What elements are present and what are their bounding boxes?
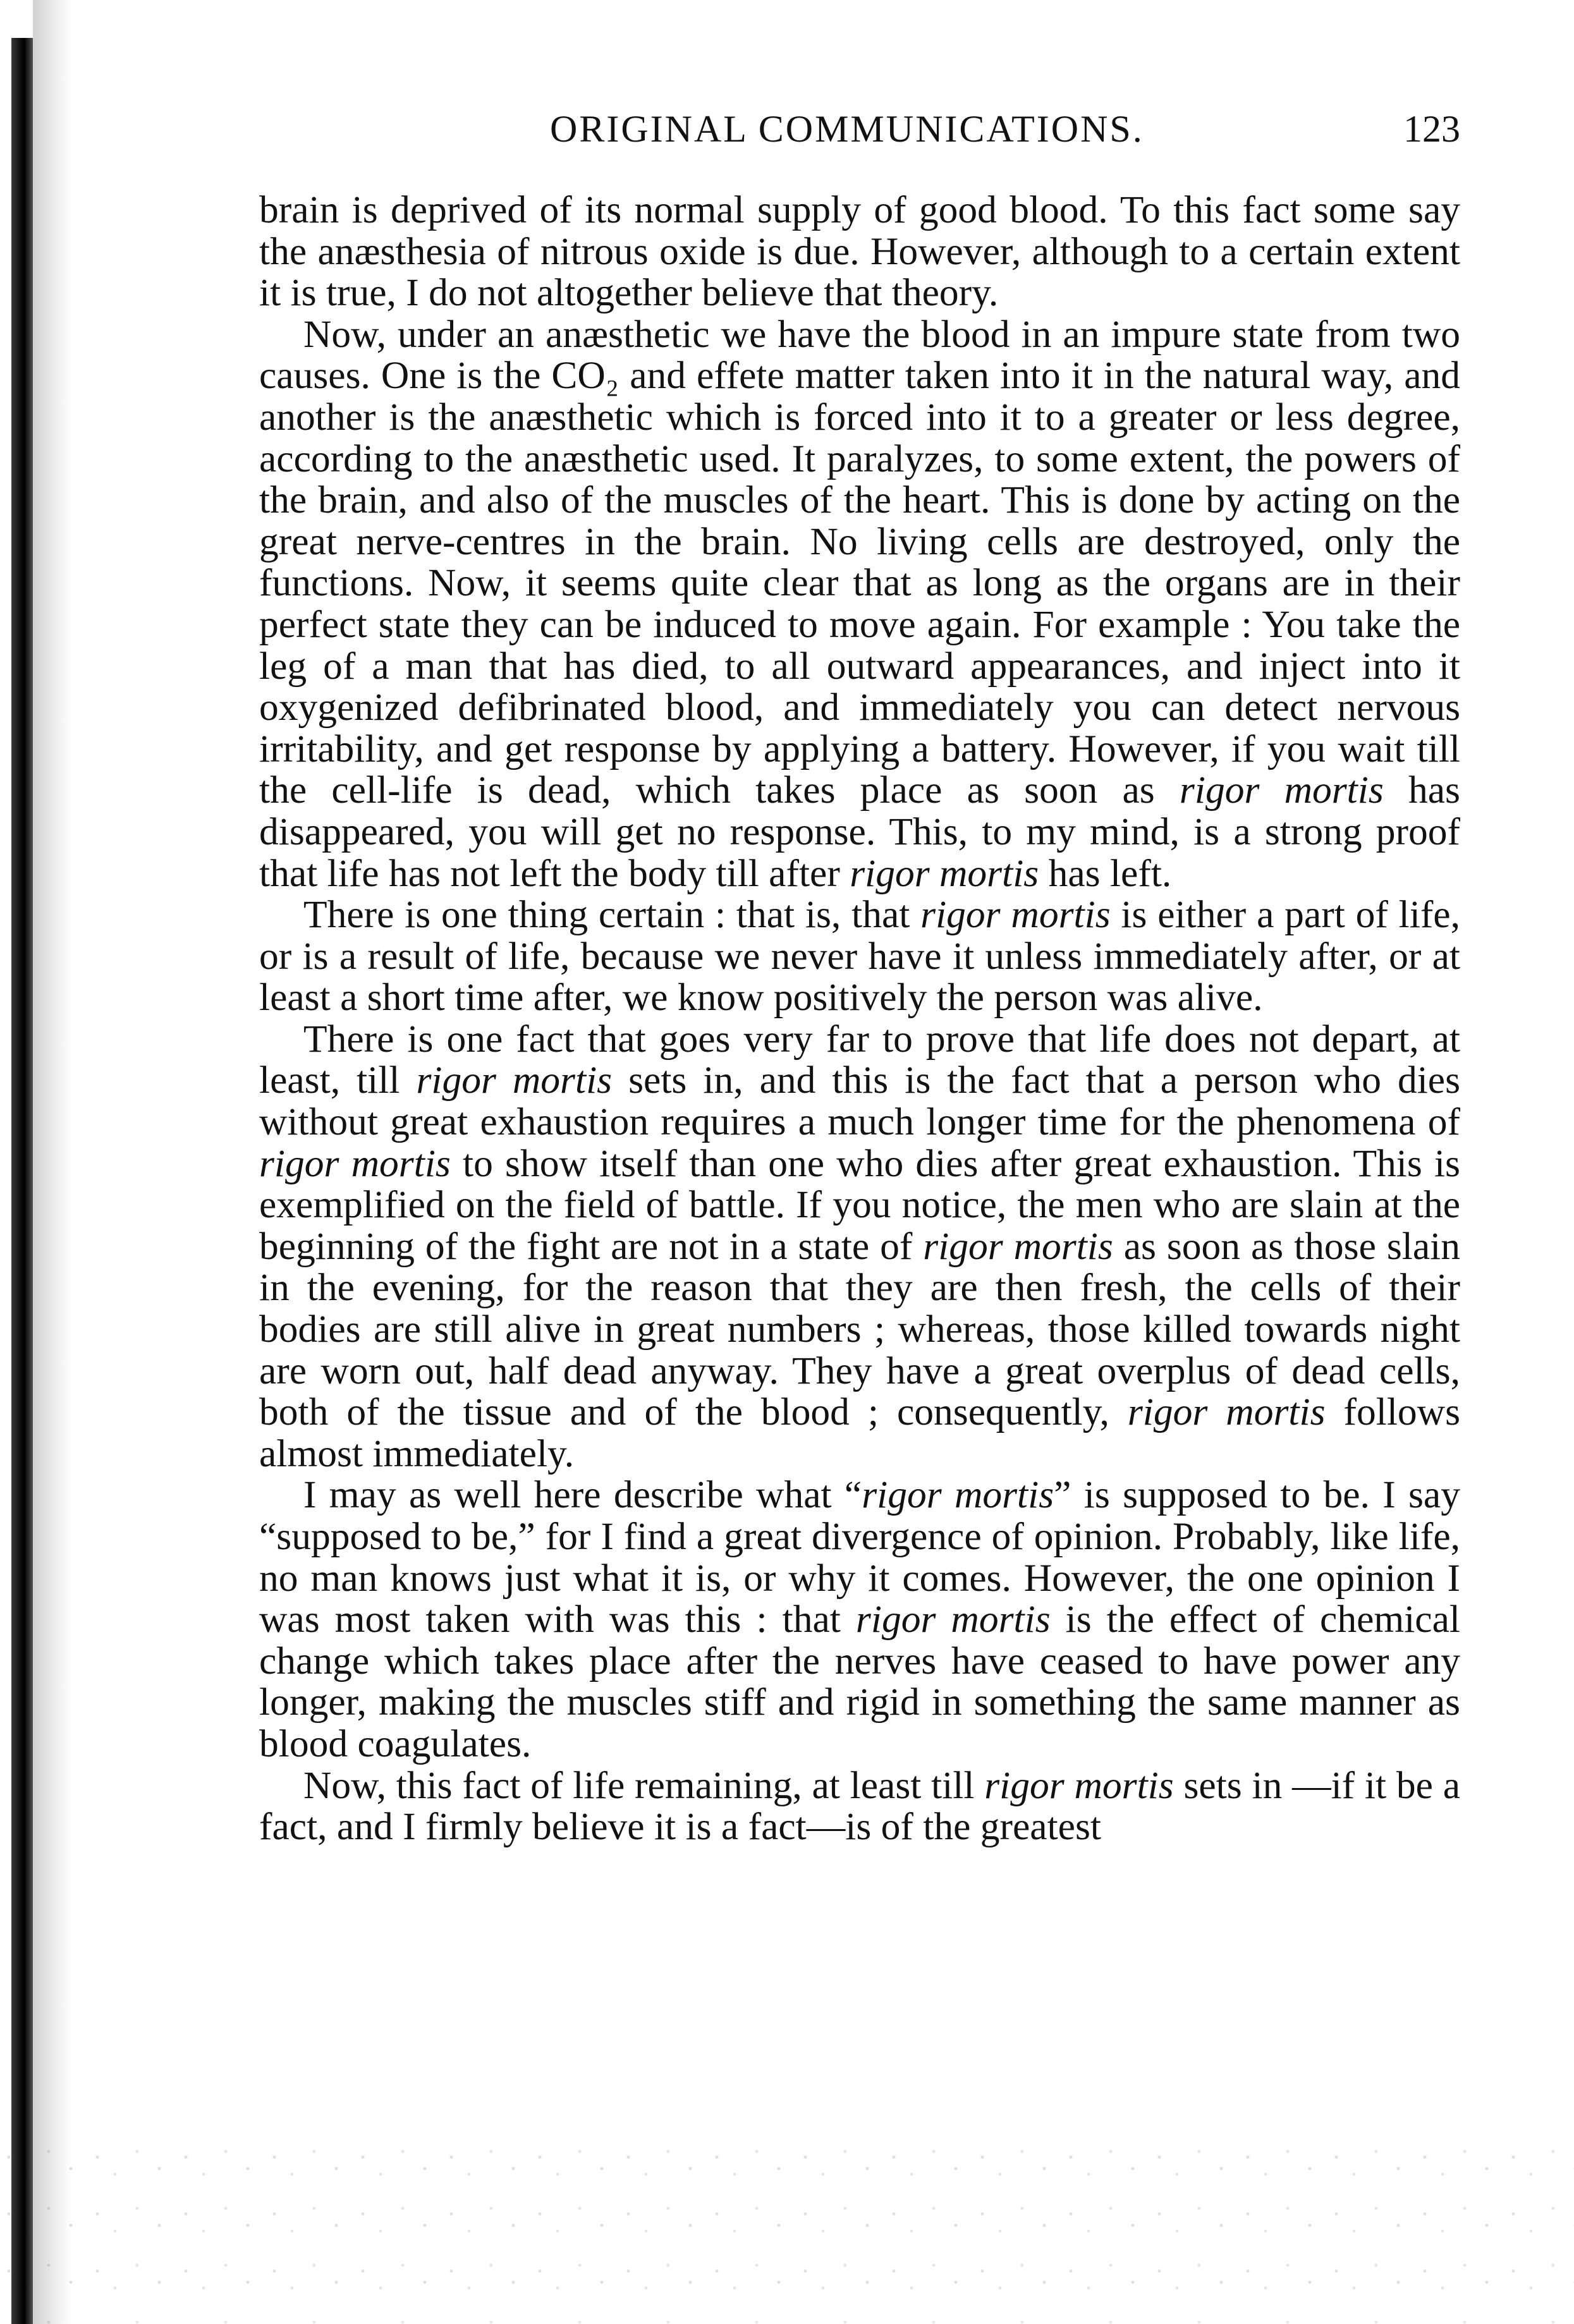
body-text [259, 190, 1460, 1848]
binding-edge [11, 38, 33, 2324]
text-run: There is one thing certain : that is, that [303, 893, 921, 937]
paragraph [259, 894, 1460, 1019]
paragraph [259, 1019, 1460, 1475]
text-run: follows almost immediately. [259, 1390, 1461, 1475]
text-run: has disappeared, you will get no response. This, to my mind, is a strong proof that life has not left the body till after [259, 769, 1460, 895]
italic-term: rigor mortis [1127, 1390, 1326, 1434]
italic-term: rigor mortis [984, 1763, 1174, 1807]
italic-term: rigor mortis [850, 851, 1039, 895]
text-run: is either a part of life, or is a result of life, because we never have it unless immediately after, or at least a short time after, we know positively the person was alive. [259, 893, 1460, 1019]
paragraph [259, 314, 1460, 894]
paper-specks [0, 2134, 1574, 2324]
text-run: sets in, and this is the fact that a person who dies without great exhaustion requires a much longer time for the phenomena of [259, 1059, 1461, 1144]
text-run: ” is supposed to be. I say “supposed to be,” for I find a great divergence of opinion. Probably, like life, no man knows just what it is, or why it comes. However, the one opinion I was most taken with was this : that [259, 1473, 1460, 1641]
text-run: to show itself than one who dies after great exhaustion. This is exemplified on the field of battle. If you notice, the men who are slain at the beginning of the fight are not in a state of [259, 1141, 1460, 1268]
text-run: brain is deprived of its normal supply of good blood. To this fact some say the anæsthesia of nitrous oxide is due. However, although to a certain extent it is true, I do not altogether believe that theory. [259, 188, 1460, 315]
text-run: Now, this fact of life remaining, at least till [303, 1763, 985, 1807]
text-run: I may as well here describe what “ [303, 1473, 862, 1517]
paragraph [259, 1475, 1460, 1765]
running-head: ORIGINAL COMMUNICATIONS. [550, 108, 1144, 150]
page-number: 123 [1403, 108, 1460, 150]
text-run: is the effect of chemical change which takes place after the nerves have ceased to have power any longer, making the muscles stiff and rigid in something the same manner as blood coagulates. [259, 1598, 1460, 1765]
italic-term: rigor mortis [923, 1224, 1113, 1268]
text-run: Now, under an anæsthetic we have the blood in an impure state from two causes. One is the CO₂ and effete matter taken into it in the natural way, and another is the anæsthetic which is forced into it to a greater or less degree, according to the anæsthetic used. It paralyzes, to some extent, the powers of the brain, and also of the muscles of the heart. This is done by acting on the great nerve-centres in the brain. No living cells are destroyed, only the functions. Now, it seems quite clear that as long as the organs are in their perfect state they can be induced to move again. For example : You take the leg of a man that has died, to all outward appearances, and inject into it oxygenized defibrinated blood, and immediately you can detect nervous irritability, and get response by applying a battery. However, if you wait till the cell-life is dead, which takes place as soon as [259, 312, 1460, 812]
text-run: as soon as those slain in the evening, for the reason that they are then fresh, the cells of their bodies are still alive in great numbers ; whereas, those killed towards night are worn out, half dead anyway. They have a great overplus of dead cells, both of the tissue and of the blood ; consequently, [259, 1224, 1460, 1434]
text-run: There is one fact that goes very far to prove that life does not depart, at least, till [259, 1017, 1460, 1102]
binding-shadow [33, 0, 71, 2324]
italic-term: rigor mortis [416, 1059, 613, 1102]
paragraph [259, 1765, 1460, 1848]
text-run: sets in —if it be a fact, and I firmly believe it is a fact—is of the greatest [259, 1763, 1460, 1849]
italic-term: rigor mortis [259, 1141, 451, 1185]
text-run: has left. [1039, 851, 1172, 895]
italic-term: rigor mortis [855, 1598, 1051, 1641]
italic-term: rigor mortis [862, 1473, 1054, 1517]
page-header [259, 107, 1460, 158]
paragraph [259, 190, 1460, 314]
italic-term: rigor mortis [920, 893, 1111, 937]
italic-term: rigor mortis [1179, 769, 1384, 812]
